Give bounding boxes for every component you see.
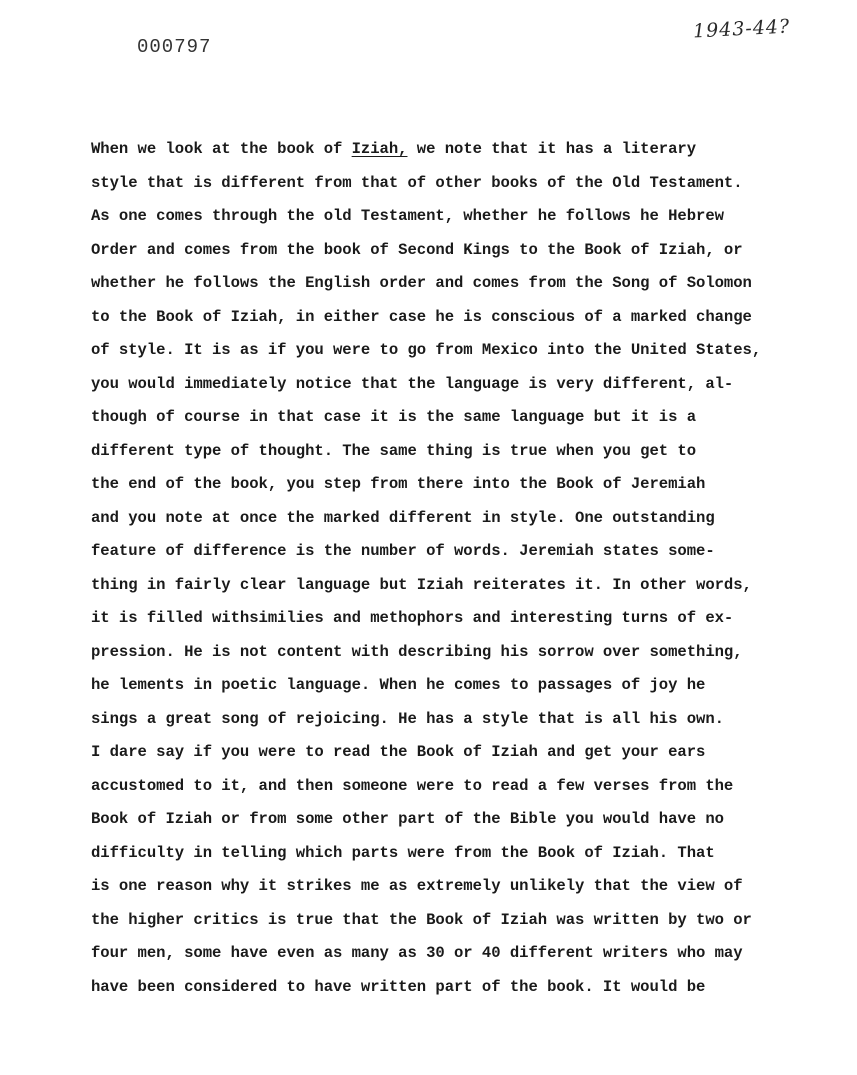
text-line: thing in fairly clear language but Iziah reiterates it. In other words, [91,575,752,594]
text-line: it is filled withsimilies and methophors and interesting turns of ex- [91,609,734,627]
text-line: to the Book of Iziah, in either case he is conscious of a marked change [91,307,752,326]
text-line: pression. He is not content with describing his sorrow over something, [91,642,743,661]
text-line: difficulty in telling which parts were from the Book of Iziah. That [91,843,715,862]
text-line: the end of the book, you step from there into the Book of Jeremiah [91,475,706,493]
text-line: and you note at once the marked different in style. One outstanding [91,508,715,527]
text-line: Order and comes from the book of Second Kings to the Book of Iziah, or [91,240,743,259]
text-line: though of course in that case it is the same language but it is a [91,408,697,426]
text-segment: When we look at the book of [91,140,352,158]
text-line: feature of difference is the number of words. Jeremiah states some- [91,542,715,560]
text-segment: we note that it has a literary [407,140,697,158]
text-line: Book of Iziah or from some other part of the Bible you would have no [91,810,724,828]
document-number: 000797 [137,36,212,58]
text-line: have been considered to have written part of the book. It would be [91,977,706,996]
text-line: accustomed to it, and then someone were to read a few verses from the [91,776,734,795]
text-line: different type of thought. The same thing is true when you get to [91,441,697,460]
text-line: the higher critics is true that the Book of Iziah was written by two or [91,910,752,929]
text-line: As one comes through the old Testament, whether he follows he Hebrew [91,207,724,225]
text-line: four men, some have even as many as 30 or 40 different writers who may [91,944,743,962]
text-line: you would immediately notice that the language is very different, al- [91,374,734,393]
text-line: is one reason why it strikes me as extremely unlikely that the view of [91,877,743,895]
text-line: sings a great song of rejoicing. He has a style that is all his own. [91,709,724,728]
body-text [91,133,831,1004]
text-line: of style. It is as if you were to go from Mexico into the United States, [91,341,762,359]
text-line: he lements in poetic language. When he comes to passages of joy he [91,676,706,694]
text-line: I dare say if you were to read the Book of Iziah and get your ears [91,743,706,761]
text-line: style that is different from that of other books of the Old Testament. [91,173,743,192]
text-line: whether he follows the English order and comes from the Song of Solomon [91,274,752,292]
handwritten-date-annotation: 1943-44? [692,15,791,43]
underlined-title: Iziah, [351,140,408,158]
text-line [91,133,831,167]
